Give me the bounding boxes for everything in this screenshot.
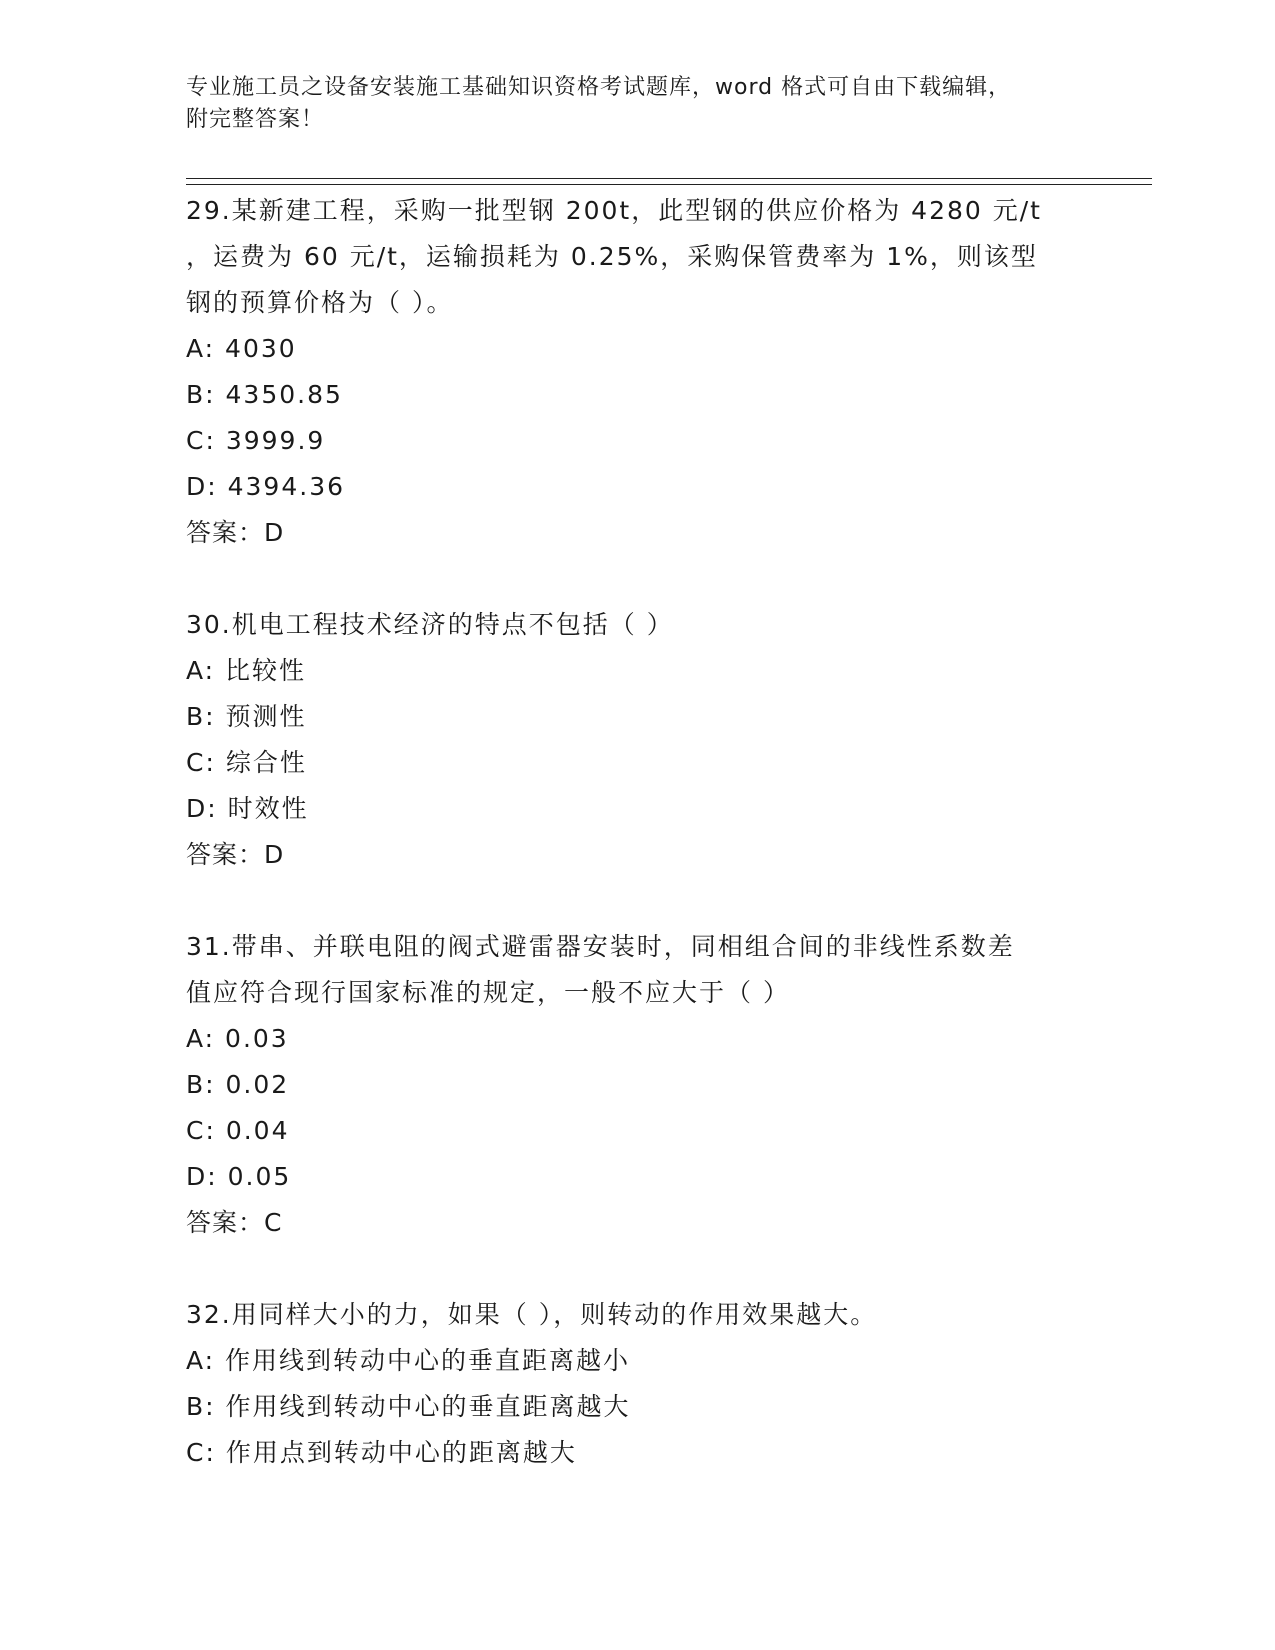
question-text bbox=[186, 600, 1086, 648]
question-list bbox=[186, 186, 1086, 1476]
option-d: D: 0.05 bbox=[186, 1162, 292, 1191]
question-text bbox=[186, 922, 1086, 1016]
document-header bbox=[186, 72, 1086, 136]
question-line: 钢的预算价格为（ ）。 bbox=[186, 288, 454, 317]
option-b: B: 预测性 bbox=[186, 702, 307, 731]
option-a: A: 0.03 bbox=[186, 1024, 289, 1053]
question-line: 30.机电工程技术经济的特点不包括（ ） bbox=[186, 610, 674, 639]
question-30 bbox=[186, 600, 1086, 878]
question-line: ，运费为 60 元/t，运输损耗为 0.25%，采购保管费率为 1%，则该型 bbox=[186, 242, 1038, 271]
question-text bbox=[186, 186, 1086, 326]
option-a: A: 4030 bbox=[186, 334, 297, 363]
option-d: D: 时效性 bbox=[186, 794, 309, 823]
header-divider-top bbox=[186, 178, 1152, 179]
header-line: 专业施工员之设备安装施工基础知识资格考试题库，word 格式可自由下载编辑， bbox=[186, 75, 1012, 100]
question-text bbox=[186, 1290, 1086, 1338]
option-a: A: 比较性 bbox=[186, 656, 307, 685]
question-31 bbox=[186, 922, 1086, 1246]
option-b: B: 0.02 bbox=[186, 1070, 290, 1099]
option-a: A: 作用线到转动中心的垂直距离越小 bbox=[186, 1346, 631, 1375]
option-c: C: 0.04 bbox=[186, 1116, 290, 1145]
spacer bbox=[186, 878, 1086, 922]
option-c: C: 作用点到转动中心的距离越大 bbox=[186, 1438, 577, 1467]
spacer bbox=[186, 1246, 1086, 1290]
spacer bbox=[186, 556, 1086, 600]
option-c: C: 综合性 bbox=[186, 748, 307, 777]
question-32 bbox=[186, 1290, 1086, 1476]
option-b: B: 4350.85 bbox=[186, 380, 343, 409]
question-line: 值应符合现行国家标准的规定，一般不应大于（ ） bbox=[186, 978, 790, 1007]
question-line: 31.带串、并联电阻的阀式避雷器安装时，同相组合间的非线性系数差 bbox=[186, 932, 1015, 961]
answer: 答案：D bbox=[186, 518, 285, 547]
answer: 答案：C bbox=[186, 1208, 283, 1237]
question-line: 32.用同样大小的力，如果（ ），则转动的作用效果越大。 bbox=[186, 1300, 878, 1329]
option-b: B: 作用线到转动中心的垂直距离越大 bbox=[186, 1392, 631, 1421]
header-line: 附完整答案！ bbox=[186, 107, 325, 132]
option-c: C: 3999.9 bbox=[186, 426, 326, 455]
answer: 答案：D bbox=[186, 840, 285, 869]
question-29 bbox=[186, 186, 1086, 556]
option-d: D: 4394.36 bbox=[186, 472, 346, 501]
header-divider-bottom bbox=[186, 184, 1152, 185]
question-line: 29.某新建工程，采购一批型钢 200t，此型钢的供应价格为 4280 元/t bbox=[186, 196, 1042, 225]
